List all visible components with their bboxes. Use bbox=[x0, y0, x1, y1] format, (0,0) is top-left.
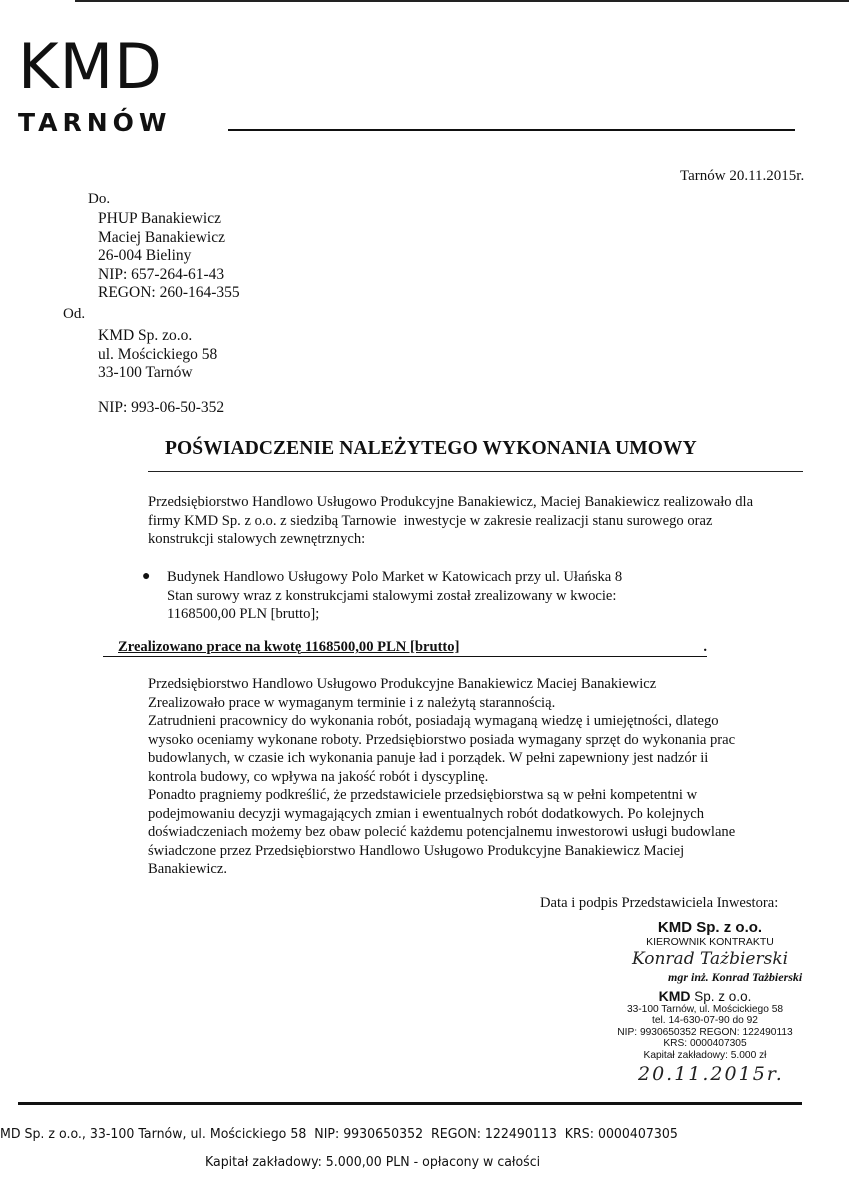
body-line: budowlanych, w czasie ich wykonania panuje ład i porządek. W pełni zapewniony jest nadzór ii bbox=[148, 750, 709, 766]
summary-line bbox=[103, 639, 707, 657]
intro-line: Przedsiębiorstwo Handlowo Usługowo Produkcyjne Banakiewicz, Maciej Banakiewicz realizowało dla bbox=[148, 494, 754, 510]
body-line: Banakiewicz. bbox=[148, 861, 228, 877]
manager-stamp bbox=[620, 920, 800, 948]
body-line: kontrola budowy, co wpływa na jakość robót i dyscyplinę. bbox=[148, 768, 489, 785]
company-stamp-line: 33-100 Tarnów, ul. Mościckiego 58 bbox=[626, 1004, 784, 1015]
company-stamp-line: KRS: 0000407305 bbox=[663, 1038, 747, 1050]
kmd-logo-city: TARNÓW bbox=[18, 108, 172, 137]
project-line: 1168500,00 PLN [brutto]; bbox=[167, 606, 320, 622]
sender-line: ul. Mościckiego 58 bbox=[98, 345, 218, 363]
body-line: świadczone przez Przedsiębiorstwo Handlowo Usługowo Produkcyjne Banakiewicz Maciej bbox=[148, 842, 685, 859]
stamp-company: KMD Sp. z o.o. bbox=[657, 919, 763, 936]
sender-line: 33-100 Tarnów bbox=[98, 364, 193, 382]
document-title: POŚWIADCZENIE NALEŻYTEGO WYKONANIA UMOWY bbox=[165, 438, 697, 459]
company-stamp-logo: KMD bbox=[658, 988, 691, 1004]
company-stamp-line: NIP: 9930650352 REGON: 122490113 bbox=[617, 1026, 793, 1038]
body-line: Zrealizowało prace w wymaganym terminie i z należytą starannością. bbox=[148, 694, 556, 711]
project-line: Stan surowy wraz z konstrukcjami stalowymi został zrealizowany w kwocie: bbox=[167, 587, 617, 604]
sender-line: KMD Sp. zo.o. bbox=[98, 327, 193, 344]
body-line: podejmowaniu decyzji wymagających zmian i ewentualnych robót dodatkowych. Po kolejnych bbox=[148, 805, 705, 822]
company-stamp-header bbox=[600, 989, 810, 1004]
recipient-line: NIP: 657-264-61-43 bbox=[98, 265, 225, 283]
project-item bbox=[167, 568, 767, 624]
handwritten-date: 20.11.2015r. bbox=[638, 1063, 784, 1085]
company-stamp-line: tel. 14-630-07-90 do 92 bbox=[652, 1015, 758, 1027]
sender-label: Od. bbox=[63, 306, 86, 322]
footer-rule bbox=[18, 1102, 802, 1105]
intro-line: firmy KMD Sp. z o.o. z siedzibą Tarnowie inwestycje w zakresie realizacji stanu surowego oraz bbox=[148, 512, 713, 529]
recipient-line: REGON: 260-164-355 bbox=[98, 284, 240, 302]
title-rule bbox=[148, 471, 803, 472]
sender-address bbox=[98, 327, 217, 383]
footer-capital: Kapitał zakładowy: 5.000,00 PLN - opłacony w całości bbox=[205, 1154, 541, 1170]
signer-name: mgr inż. Konrad Tażbierski bbox=[668, 970, 803, 984]
recipient-line: PHUP Banakiewicz bbox=[98, 210, 221, 227]
summary-text: Zrealizowano prace na kwotę 1168500,00 PLN [brutto] bbox=[118, 639, 460, 655]
body-line: Przedsiębiorstwo Handlowo Usługowo Produkcyjne Banakiewicz Maciej Banakiewicz bbox=[148, 676, 657, 692]
company-stamp bbox=[600, 989, 810, 1061]
recipient-line: 26-004 Bieliny bbox=[98, 247, 192, 265]
intro-line: konstrukcji stalowych zewnętrznych: bbox=[148, 531, 366, 547]
company-stamp-suffix: Sp. z o.o. bbox=[694, 989, 752, 1004]
stamp-role: KIEROWNIK KONTRAKTU bbox=[646, 936, 774, 948]
body-line: wysoko oceniamy wykonane roboty. Przedsiębiorstwo posiada wymagany sprzęt do wykonania prac bbox=[148, 731, 736, 748]
summary-end: . bbox=[703, 639, 707, 655]
bullet-icon: ● bbox=[142, 569, 151, 584]
scan-top-edge-line bbox=[75, 0, 849, 2]
signature-caption: Data i podpis Przedstawiciela Inwestora: bbox=[540, 895, 779, 911]
body-line: Zatrudnieni pracownicy do wykonania robót, posiadają wymaganą wiedzę i umiejętności, dlatego bbox=[148, 713, 719, 729]
company-stamp-line: Kapitał zakładowy: 5.000 zł bbox=[643, 1049, 767, 1061]
recipient-address bbox=[98, 210, 240, 303]
kmd-logo: KMD bbox=[18, 30, 163, 103]
footer-company-details: MD Sp. z o.o., 33-100 Tarnów, ul. Mościckiego 58 NIP: 9930650352 REGON: 122490113 KRS: 0000407305 bbox=[0, 1126, 678, 1142]
letterhead-rule bbox=[228, 129, 795, 131]
recipient-line: Maciej Banakiewicz bbox=[98, 228, 225, 246]
intro-paragraph bbox=[148, 493, 838, 549]
body-line: Ponadto pragniemy podkreślić, że przedstawiciele przedsiębiorstwa są w pełni kompetentni w bbox=[148, 787, 698, 803]
recipient-label: Do. bbox=[88, 191, 111, 207]
sender-nip: NIP: 993-06-50-352 bbox=[98, 399, 225, 416]
body-line: doświadczeniach możemy bez obaw polecić każdemu potencjalnemu inwestorowi usługi budowlane bbox=[148, 824, 736, 840]
handwritten-signature: Konrad Tażbierski bbox=[632, 949, 789, 969]
project-line: Budynek Handlowo Usługowy Polo Market w Katowicach przy ul. Ułańska 8 bbox=[167, 569, 623, 585]
document-date: Tarnów 20.11.2015r. bbox=[680, 168, 805, 184]
body-paragraph bbox=[148, 675, 843, 879]
